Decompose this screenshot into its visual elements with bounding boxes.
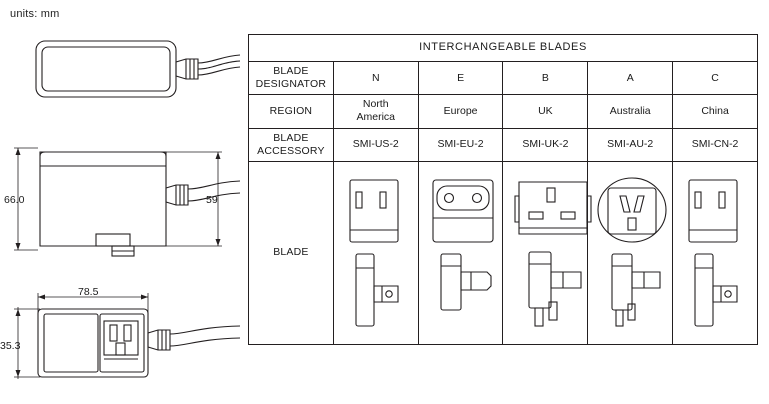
cell-blade-a [588,161,673,344]
cell-region-n-line2: America [356,111,395,124]
dimension-height-label: 66.0 [4,194,25,206]
cell-designator-e: E [418,62,503,95]
front-view-drawing [0,122,248,287]
cell-accessory-c: SMI-CN-2 [673,128,758,161]
cell-region-b: UK [503,95,588,128]
cell-region-a: Australia [588,95,673,128]
cell-designator-b: B [503,62,588,95]
table-title-row [249,35,758,62]
cell-accessory-e: SMI-EU-2 [418,128,503,161]
dimension-width-label: 78.5 [78,287,99,298]
row-label-blade: BLADE [249,161,334,344]
table-row [249,62,758,95]
row-label-accessory-line2: ACCESSORY [257,144,325,157]
cell-blade-c [673,161,758,344]
eu-blade-icon [421,168,505,338]
table-title: INTERCHANGEABLE BLADES [249,35,758,62]
cell-region-e: Europe [418,95,503,128]
row-label-designator [249,62,334,95]
cell-blade-n [333,161,418,344]
cell-designator-n: N [333,62,418,95]
table-row [249,95,758,128]
cell-region-n-line1: North [362,98,389,111]
dimension-depth-label: 59 [206,194,218,206]
cell-designator-c: C [673,62,758,95]
dimension-thickness-label: 35.3 [0,340,21,352]
product-drawings [0,22,248,402]
cell-accessory-n: SMI-US-2 [333,128,418,161]
table-row [249,161,758,344]
row-label-designator-line2: DESIGNATOR [255,78,327,91]
units-note: units: mm [10,8,60,20]
cell-designator-a: A [588,62,673,95]
cell-accessory-b: SMI-UK-2 [503,128,588,161]
cell-accessory-a: SMI-AU-2 [588,128,673,161]
row-label-accessory [249,128,334,161]
row-label-designator-line1: BLADE [273,65,309,77]
top-view-drawing [0,22,248,122]
row-label-accessory-line1: BLADE [273,131,309,144]
cell-region-n [333,95,418,128]
cell-blade-b [503,161,588,344]
us-blade-icon [336,168,420,338]
cell-region-c: China [673,95,758,128]
table-row [249,128,758,161]
row-label-region: REGION [249,95,334,128]
au-blade-icon [590,168,674,338]
bottom-view-drawing [0,287,248,402]
cell-blade-e [418,161,503,344]
interchangeable-blades-table [248,34,758,345]
cn-blade-icon [675,168,759,338]
